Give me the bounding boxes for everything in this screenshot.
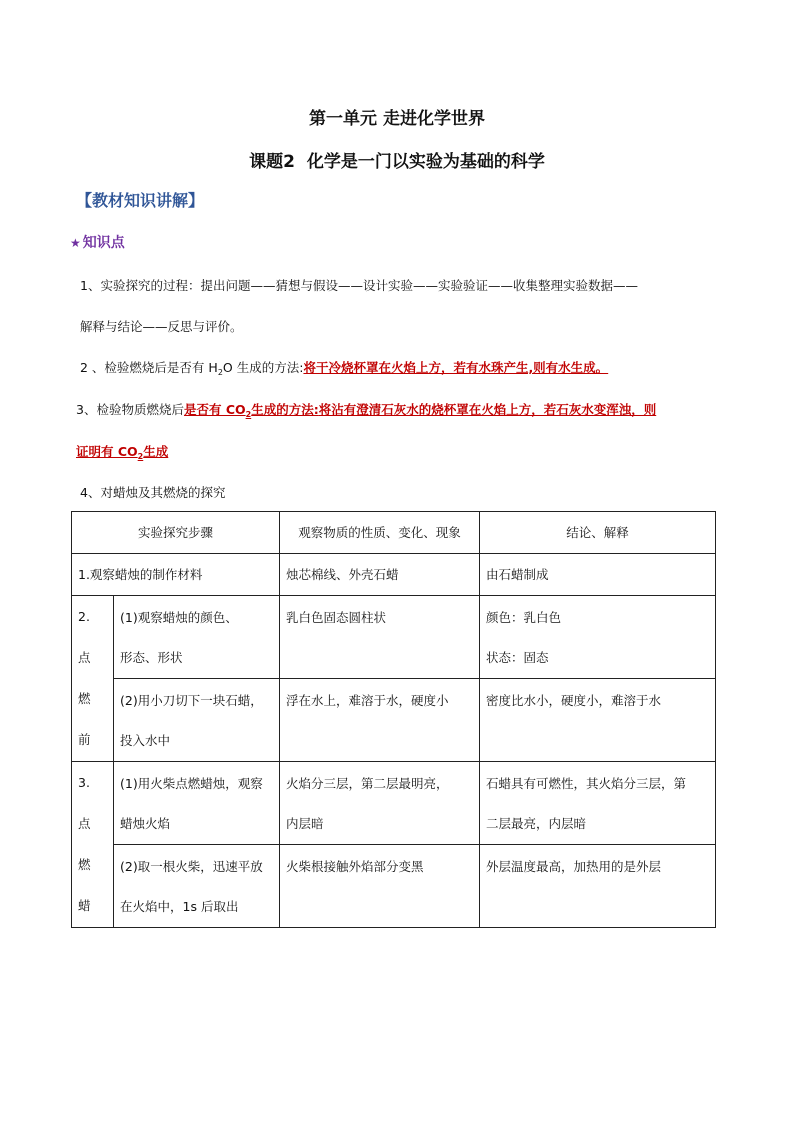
cell-line: (2)取一根火柴，迅速平放 [120,859,263,874]
cell-step [114,679,280,762]
lesson-title [0,147,794,172]
cell-observation [280,762,480,845]
point-3-line-2-a: 证明有 CO [76,444,138,459]
header-observations: 观察物质的性质、变化、现象 [280,512,480,554]
cell-observation: 烛芯棉线、外壳石蜡 [280,554,480,596]
group-label-line: 点 [78,816,91,831]
point-4: 4、对蜡烛及其燃烧的探究 [80,485,226,500]
candle-experiment-table [71,511,716,928]
table-row [72,554,716,596]
group-label-line: 3. [78,775,90,790]
cell-line: 状态：固态 [486,650,549,665]
point-2 [80,358,608,377]
cell-observation [280,596,480,679]
group-label-line: 前 [78,732,91,747]
group-label-line: 2. [78,609,90,624]
point-3-prefix: 3、检验物质燃烧后 [76,402,184,417]
table-row [72,762,716,845]
knowledge-heading [70,232,125,252]
table-row [72,679,716,762]
cell-line: 浮在水上，难溶于水，硬度小 [286,693,449,708]
cell-line: 石蜡具有可燃性，其火焰分三层，第 [486,776,687,791]
lesson-label: 课题2 [249,152,295,172]
cell-observation [280,679,480,762]
cell-line: (2)用小刀切下一块石蜡， [120,693,263,708]
table-row [72,845,716,928]
cell-line: 蜡烛火焰 [120,816,171,831]
point-1-line-1: 1、实验探究的过程：提出问题——猜想与假设——设计实验——实验验证——收集整理实验数据—— [80,278,638,293]
point-3-line-2-b: 生成 [143,444,169,459]
group-label-before-lighting [72,596,114,762]
group-label-lighting [72,762,114,928]
cell-line: 火焰分三层，第二层最明亮， [286,776,449,791]
cell-conclusion: 由石蜡制成 [480,554,716,596]
cell-line: 二层最亮，内层暗 [486,816,587,831]
cell-step [114,762,280,845]
cell-line: (1)观察蜡烛的颜色、 [120,610,238,625]
cell-line: 内层暗 [286,816,324,831]
unit-title: 第一单元 走进化学世界 [309,109,485,129]
group-label-line: 燃 [78,857,91,872]
point-3-answer: 将沾有澄清石灰水的烧杯罩在火焰上方，若石灰水变浑浊，则 [318,402,657,417]
cell-line: 形态、形状 [120,650,183,665]
point-3-subscript-2: 2 [137,452,144,461]
cell-line: 密度比水小，硬度小，难溶于水 [486,693,662,708]
knowledge-label: 知识点 [82,235,125,251]
cell-line: 外层温度最高，加热用的是外层 [486,859,662,874]
cell-line: 在火焰中，1s 后取出 [120,899,239,914]
cell-line: 颜色：乳白色 [486,610,562,625]
star-icon: ★ [70,236,81,250]
cell-conclusion [480,845,716,928]
point-2-subscript: 2 [217,368,223,377]
point-2-mid: O 生成的方法: [222,360,304,375]
header-conclusions: 结论、解释 [480,512,716,554]
cell-line: 乳白色固态圆柱状 [286,610,387,625]
section-title: 【教材知识讲解】 [76,191,205,210]
header-steps: 实验探究步骤 [72,512,280,554]
cell-step: 1.观察蜡烛的制作材料 [72,554,280,596]
point-3-subscript-1: 2 [245,410,252,419]
cell-line: 投入水中 [120,733,171,748]
point-1-line-2: 解释与结论——反思与评价。 [80,319,243,334]
point-3-line-1 [76,400,656,419]
group-label-line: 点 [78,650,91,665]
cell-observation [280,845,480,928]
cell-conclusion [480,762,716,845]
cell-step [114,596,280,679]
group-label-line: 燃 [78,691,91,706]
point-3-line-2 [76,442,168,461]
cell-conclusion [480,596,716,679]
point-3-red-a: 是否有 CO [183,402,246,417]
cell-step [114,845,280,928]
cell-conclusion [480,679,716,762]
cell-line: 火柴根接触外焰部分变黑 [286,859,424,874]
cell-line: (1)用火柴点燃蜡烛，观察 [120,776,263,791]
table-row [72,596,716,679]
point-2-prefix: 2 、检验燃烧后是否有 H [80,360,218,375]
table-header-row [72,512,716,554]
point-2-answer: 将干冷烧杯罩在火焰上方，若有水珠产生,则有水生成。 [303,360,609,375]
group-label-line: 蜡 [78,898,91,913]
point-3-red-b: 生成的方法: [251,402,319,417]
lesson-name: 化学是一门以实验为基础的科学 [306,152,545,172]
